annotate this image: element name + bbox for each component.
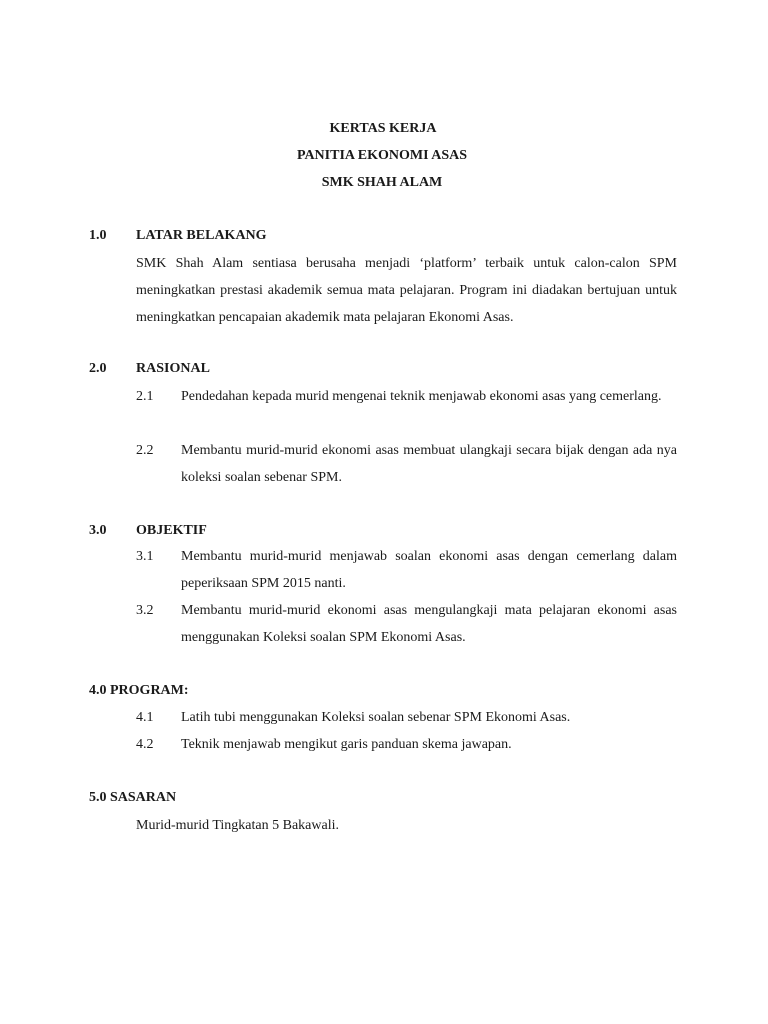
item-2-1-number: 2.1 [136, 389, 154, 404]
item-4-2-text: Teknik menjawab mengikut garis panduan skema jawapan. [181, 737, 512, 752]
section-3-number: 3.0 [89, 523, 107, 538]
item-4-1-text: Latih tubi menggunakan Koleksi soalan sebenar SPM Ekonomi Asas. [181, 710, 571, 725]
item-4-1-number: 4.1 [136, 710, 154, 725]
section-1-number: 1.0 [89, 228, 107, 243]
section-5-heading: 5.0 SASARAN [89, 790, 177, 805]
item-3-1-number: 3.1 [136, 549, 154, 564]
document-subtitle-committee: PANITIA EKONOMI ASAS [296, 148, 468, 163]
document-subtitle-school: SMK SHAH ALAM [321, 175, 443, 190]
item-2-1-text: Pendedahan kepada murid mengenai teknik menjawab ekonomi asas yang cemerlang. [181, 389, 662, 404]
item-3-2-number: 3.2 [136, 603, 154, 618]
item-3-1-text: Membantu murid-murid menjawab soalan ekonomi asas dengan cemerlang dalam peperiksaan SPM 2015 nanti. [181, 549, 677, 591]
section-3-heading: OBJEKTIF [136, 523, 207, 538]
section-4-heading: 4.0 PROGRAM: [89, 683, 189, 698]
section-1-body: SMK Shah Alam sentiasa berusaha menjadi ‘platform’ terbaik untuk calon-calon SPM meningkatkan prestasi akademik semua mata pelajaran. Program ini diadakan bertujuan untuk meningkatkan pencapaian akademik mata pelajaran Ekonomi Asas. [136, 256, 677, 325]
item-4-2-number: 4.2 [136, 737, 154, 752]
section-2-heading: RASIONAL [136, 361, 210, 376]
item-2-2-number: 2.2 [136, 443, 154, 458]
item-2-2-text: Membantu murid-murid ekonomi asas membuat ulangkaji secara bijak dengan ada nya koleksi soalan sebenar SPM. [181, 443, 677, 485]
item-3-2-text: Membantu murid-murid ekonomi asas mengulangkaji mata pelajaran ekonomi asas menggunakan Koleksi soalan SPM Ekonomi Asas. [181, 603, 677, 645]
section-5-body: Murid-murid Tingkatan 5 Bakawali. [136, 818, 339, 833]
section-1-heading: LATAR BELAKANG [136, 228, 267, 243]
document-title: KERTAS KERJA [329, 121, 437, 136]
section-2-number: 2.0 [89, 361, 107, 376]
